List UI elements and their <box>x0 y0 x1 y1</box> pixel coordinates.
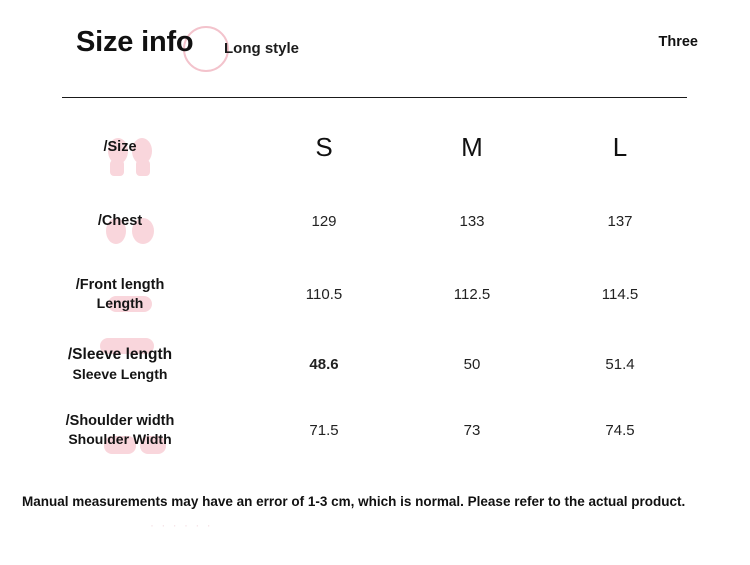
column-header-s: S <box>315 131 333 162</box>
table-header-row <box>0 110 750 184</box>
sleeve-length-value-l: 51.4 <box>605 355 635 373</box>
shoulder-width-value-l: 74.5 <box>605 421 635 439</box>
sleeve-length-value-s: 48.6 <box>309 355 339 373</box>
page-title: Size info <box>76 26 194 58</box>
sleeve-length-value-m: 50 <box>463 355 481 373</box>
row-label-top: /Sleeve length <box>67 346 173 364</box>
chest-value-m: 133 <box>459 213 485 230</box>
header-divider <box>62 97 687 98</box>
row-label-front-length <box>0 276 250 312</box>
front-length-value-m: 112.5 <box>453 285 491 303</box>
column-header-l: L <box>612 131 628 162</box>
row-label-top: /Front length <box>75 276 165 293</box>
front-length-value-s: 110.5 <box>305 285 343 303</box>
size-row-label-cell <box>0 138 250 156</box>
table-row <box>0 399 750 461</box>
row-label-top: /Shoulder width <box>65 412 175 429</box>
column-header-m: M <box>461 131 483 162</box>
front-length-value-l: 114.5 <box>601 285 639 303</box>
row-label-bottom: Length <box>96 294 144 311</box>
header <box>0 0 750 100</box>
size-table <box>0 110 750 461</box>
row-label-shoulder-width <box>0 412 250 448</box>
footnote: Manual measurements may have an error of 1-3 cm, which is normal. Please refer to the actual product. <box>22 494 686 509</box>
chest-value-l: 137 <box>607 213 633 230</box>
table-row <box>0 184 750 259</box>
size-row-label: /Size <box>103 138 137 155</box>
corner-label: Three <box>658 34 698 50</box>
row-label-top: /Chest <box>97 213 143 230</box>
chest-value-s: 129 <box>311 213 337 230</box>
watermark: · · · · · · <box>150 518 213 532</box>
row-label-bottom: Shoulder Width <box>68 430 172 447</box>
row-label-sleeve-length <box>0 345 250 383</box>
row-label-chest <box>0 212 250 230</box>
shoulder-width-value-m: 73 <box>463 421 481 439</box>
table-row <box>0 259 750 329</box>
page-subtitle: Long style <box>224 40 300 57</box>
table-row <box>0 329 750 399</box>
row-label-bottom: Sleeve Length <box>72 365 168 382</box>
shoulder-width-value-s: 71.5 <box>309 421 339 439</box>
